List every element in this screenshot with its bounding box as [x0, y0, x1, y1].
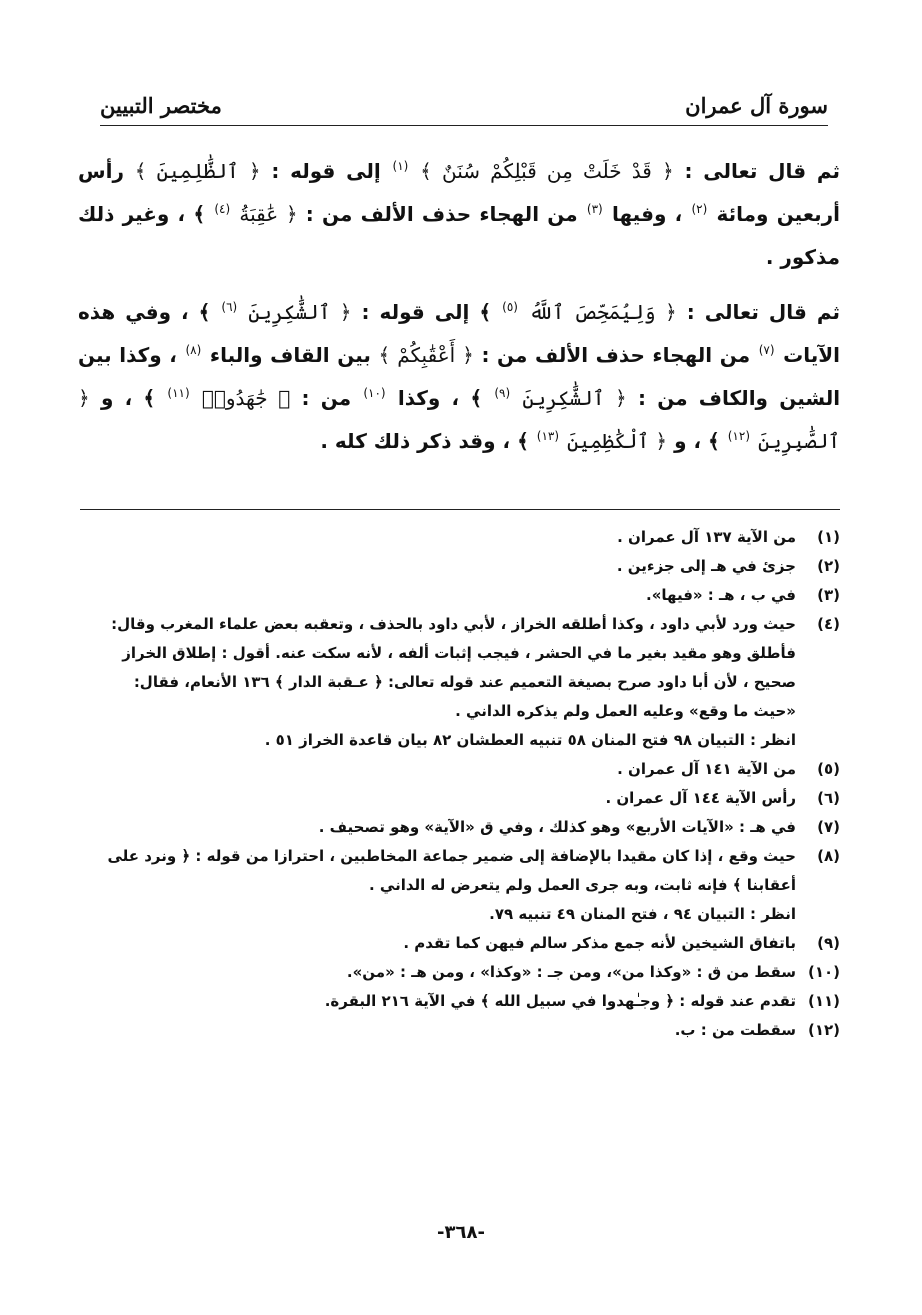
footnote-line: صحيح ، لأن أبا داود صرح بصيغة التعميم عند قوله تعالى: ﴿ عـقبة الدار ﴾ ١٣٦ الأنعام، فقال: [133, 673, 796, 691]
footnote-line: جزئ في هـ إلى جزءين . [616, 557, 796, 575]
text-run: من الهجاء حذف الألف من : [481, 343, 751, 367]
footnote-marker: (٩) [494, 386, 511, 401]
text-run: ﴾ ، وكذا [397, 386, 483, 410]
footnote-marker: (١٠) [363, 386, 386, 401]
footnote-body [78, 552, 796, 581]
footnote [78, 610, 840, 755]
text-run: بين القاف والباء [209, 343, 371, 367]
footnote-number: (٣) [817, 586, 840, 604]
footnote-marker: (٧) [758, 343, 775, 358]
footnote-line: انظر : التبيان ٩٨ فتح المنان ٥٨ تنبيه العطشان ٨٢ بيان قاعدة الخراز ٥١ . [264, 731, 796, 749]
footnote-line: أعقابنا ﴾ فإنه ثابت، وبه جرى العمل ولم يتعرض له الداني . [369, 876, 796, 894]
quran-quote: ﴿ ٱلشَّٰكِرِينَ [248, 300, 352, 324]
footnote-line: باتفاق الشيخين لأنه جمع مذكر سالم فيهن كما تقدم . [403, 934, 796, 952]
footnote [78, 581, 840, 610]
footnote-number: (٢) [817, 557, 840, 575]
page-header [100, 78, 828, 118]
footnote-number: (١٢) [807, 1021, 840, 1039]
footnote-body [78, 987, 796, 1016]
quran-quote: ﴿ عَٰقِبَةُ [239, 202, 298, 226]
text-run: إلى قوله : [271, 159, 381, 183]
footnotes [78, 523, 840, 1045]
footnote [78, 929, 840, 958]
footnote [78, 755, 840, 784]
surah-title: سورة آل عمران [685, 93, 828, 118]
footnote-line: سقطت من : ب. [674, 1021, 796, 1039]
quran-quote: ﴿ ٱلشَّٰكِرِينَ [522, 386, 627, 410]
page-number: -٣٦٨- [437, 1222, 485, 1243]
footnote-number: (١٠) [807, 963, 840, 981]
paragraph-2 [78, 291, 840, 463]
quran-quote: ﴿ وَلِيُمَحِّصَ ٱللَّهُ [529, 300, 677, 324]
text-run: رأس أربعين ومائة [78, 159, 841, 226]
footnote-number: (٩) [817, 934, 840, 952]
footnote [78, 552, 840, 581]
footnote-body [78, 813, 796, 842]
quran-quote: ﴿ قَدْ خَلَتْ مِن قَبْلِكُمْ سُنَنٌ ﴾ [420, 159, 674, 183]
footnote-line: انظر : التبيان ٩٤ ، فتح المنان ٤٩ تنبيه ٧٩. [489, 905, 796, 923]
text-run: من الهجاء حذف الألف من : [305, 202, 578, 226]
footnote-marker: (١٢) [727, 429, 750, 444]
text-run: ثم قال تعالى : [684, 159, 841, 183]
footnote-number: (٨) [817, 847, 840, 865]
footnote-body [78, 755, 796, 784]
footnote-line: من الآية ١٤١ آل عمران . [617, 760, 796, 778]
footnote-number: (٤) [817, 615, 840, 633]
footnote-body [78, 958, 796, 987]
footnote-marker: (٦) [221, 300, 238, 315]
quran-quote: ﴿ أَعْقَٰبِكُمْ ﴾ [378, 343, 474, 367]
footnote-number: (٧) [817, 818, 840, 836]
quran-quote: ﴿ ٱلصَّٰبِرِينَ [78, 386, 840, 453]
footnote [78, 958, 840, 987]
text-run: ، وفيها [611, 202, 683, 226]
footnote-body [78, 581, 796, 610]
footnote-marker: (١١) [167, 386, 190, 401]
footnote-body [78, 610, 796, 755]
footnote-line: حيث ورد لأبي داود ، وكذا أطلقه الخراز ، لأبي داود بالحذف ، وتعقبه بعض علماء المغرب وقال: [111, 615, 796, 633]
footnote-line: سقط من ق : «وكذا من»، ومن جـ : «وكذا» ، ومن هـ : «من». [346, 963, 796, 981]
footnote-line: فأطلق وهو مقيد بغير ما في الحشر ، فيجب إثبات ألفه ، لأنه سكت عنه. أقول : إطلاق الخراز [122, 644, 796, 662]
footnote-body [78, 1016, 796, 1045]
text-run: ثم قال تعالى : [686, 300, 841, 324]
quran-quote: ﴿ ٱلظَّٰلِمِينَ ﴾ [134, 159, 261, 183]
footnote-body [78, 784, 796, 813]
footnote-number: (٥) [817, 760, 840, 778]
book-title: مختصر التبيين [100, 93, 222, 118]
footnote-line: رأس الآية ١٤٤ آل عمران . [605, 789, 796, 807]
footnote-line: حيث وقع ، إذا كان مقيدا بالإضافة إلى ضمير جماعة المخاطبين ، احترازا من قوله : ﴿ ونرد على [107, 847, 796, 865]
footnote [78, 842, 840, 929]
footnote-marker: (٤) [214, 202, 231, 217]
quran-quote: ﴿ جَٰهَدُوا۟ [201, 386, 291, 410]
footnote-body [78, 842, 796, 929]
footnote-marker: (٥) [502, 300, 518, 315]
paragraph-1 [78, 150, 840, 279]
text-run: ﴾ ، وقد ذكر ذلك كله . [320, 429, 529, 453]
main-text [78, 150, 840, 475]
footnote-number: (١) [817, 528, 840, 546]
footnote [78, 813, 840, 842]
footnote-line: تقدم عند قوله : ﴿ وجـٰهدوا في سبيل الله ﴾ في الآية ٢١٦ البقرة. [324, 992, 796, 1010]
footnote-line: في هـ : «الآيات الأربع» وهو كذلك ، وفي ق «الآية» وهو تصحيف . [318, 818, 796, 836]
footnote-marker: (١٣) [536, 429, 560, 444]
footnote-body [78, 929, 796, 958]
text-run: ﴾ ، وفي هذه الآيات [78, 300, 840, 367]
footnote [78, 1016, 840, 1045]
footnote-marker: (٨) [185, 343, 202, 358]
quran-quote: ﴿ ٱلْكَٰظِمِينَ [567, 429, 668, 453]
footnote-marker: (٢) [691, 202, 708, 217]
footnote-line: «حيث ما وقع» وعليه العمل ولم يذكره الداني . [455, 702, 796, 720]
footnote [78, 523, 840, 552]
header-divider [100, 125, 828, 126]
footnote-marker: (٣) [586, 202, 603, 217]
footnote-body [78, 523, 796, 552]
text-run: ﴾ ، و [100, 386, 156, 410]
text-run: ﴾ إلى قوله : [361, 300, 492, 324]
footnote-number: (١١) [807, 992, 840, 1010]
footnote-line: في ب ، هـ : «فيها». [646, 586, 796, 604]
text-run: ، وكذا بين الشين والكاف من : [78, 343, 841, 410]
text-run: ﴾ ، وغير ذلك مذكور . [78, 202, 840, 269]
footnote [78, 987, 840, 1016]
footnote [78, 784, 840, 813]
text-run: من : [301, 386, 352, 410]
footnote-marker: (١) [392, 159, 409, 174]
footnote-number: (٦) [817, 789, 840, 807]
text-run: ﴾ ، و [674, 429, 720, 453]
footnote-line: من الآية ١٣٧ آل عمران . [617, 528, 796, 546]
footnotes-divider [80, 509, 840, 510]
